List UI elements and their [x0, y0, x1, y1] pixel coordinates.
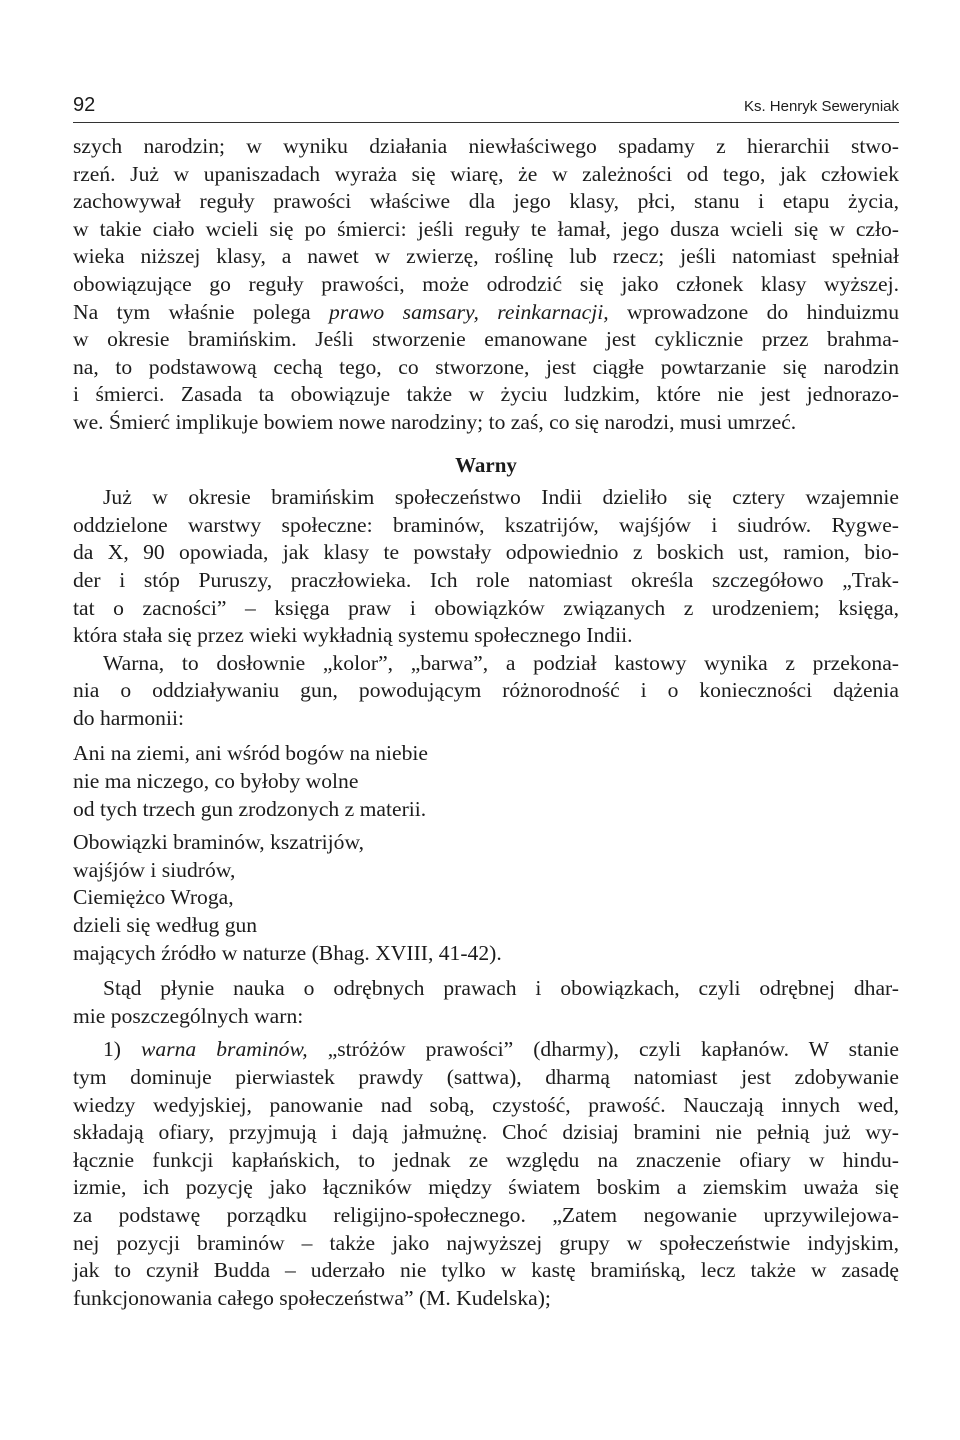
italic-term: warna braminów,: [141, 1037, 308, 1062]
text-line: szych narodzin; w wyniku działania niewłaściwego spadamy z hierarchii stwo-: [73, 134, 899, 158]
text-segment: Na tym właśnie polega: [73, 299, 330, 324]
paragraph-dharma: [73, 975, 899, 1030]
text-line: tym dominuje pierwiastek prawdy (sattwa), dharmą natomiast jest zdobywanie: [73, 1065, 899, 1089]
text-line: obowiązujące go reguły prawości, może odrodzić się jako członek klasy wyższej.: [73, 271, 899, 296]
text-line: Warna, to dosłownie „kolor”, „barwa”, a podział kastowy wynika z przekona-: [103, 650, 899, 675]
verse-line: od tych trzech gun zrodzonych z materii.: [73, 796, 427, 821]
text-line: oddzielone warstwy społeczne: braminów, kszatrijów, wajśjów i siudrów. Rygwe-: [73, 512, 899, 537]
text-line: nia o oddziaływaniu gun, powodującym różnorodność i o konieczności dążenia: [73, 678, 899, 703]
text-segment: wprowadzone do hinduizmu: [608, 299, 899, 324]
paragraph-varnas: [73, 484, 899, 650]
text-line: der i stóp Puruszy, praczłowieka. Ich role natomiast określa szczegółowo „Trak-: [73, 567, 899, 592]
text-line: za podstawę porządku religijno-społecznego. „Zatem negowanie uprzywilejowa-: [73, 1202, 899, 1227]
text-line: Już w okresie bramińskim społeczeństwo Indii dzieliło się cztery wzajemnie: [103, 485, 899, 510]
page-number: 92: [73, 94, 96, 116]
text-line: zachowywał reguły prawości właściwe dla jego klasy, płci, stanu i etapu życia,: [73, 189, 899, 214]
text-line: wiedzy wedyjskiej, panowanie nad sobą, czystość, prawość. Nauczają innych wed,: [73, 1092, 899, 1117]
text-line: która stała się przez wieki wykładnią systemu społecznego Indii.: [73, 623, 633, 648]
verse-line: mających źródło w naturze (Bhag. XVIII, 41-42).: [73, 940, 502, 965]
text-segment: 1): [103, 1037, 142, 1062]
running-head: Ks. Henryk Seweryniak: [743, 98, 899, 115]
text-line: i śmierci. Zasada ta obowiązuje także w życiu ludzkim, które nie jest jednorazo-: [73, 382, 899, 407]
verse-line: Obowiązki braminów, kszatrijów,: [73, 830, 365, 855]
text-line: we. Śmierć implikuje bowiem nowe narodziny; to zaś, co się narodzi, musi umrzeć.: [73, 409, 797, 434]
verse-quote-2: [73, 829, 899, 967]
paragraph-varna-meaning: [73, 650, 899, 733]
paragraph-brahmins: [73, 1036, 899, 1312]
verse-line: Ani na ziemi, ani wśród bogów na niebie: [73, 741, 429, 766]
text-line: wieka niższej klasy, a nawet w zwierzę, roślinę lub rzecz; jeśli natomiast spełniał: [73, 244, 899, 269]
text-line: w okresie bramińskim. Jeśli stworzenie emanowane jest cyklicznie przez brahma-: [73, 327, 899, 352]
text-line: jak to czynił Budda – uderzało nie tylko w kastę bramińską, lecz także w zasadę: [73, 1258, 899, 1283]
text-line: da X, 90 opowiada, jak klasy te powstały odpowiednio z boskich ust, ramion, bio-: [73, 540, 899, 565]
text-segment: „stróżów prawości” (dharmy), czyli kapłanów. W stanie: [307, 1037, 899, 1062]
body-text: [73, 133, 899, 1312]
paragraph-reincarnation: [73, 133, 899, 437]
verse-line: dzieli się według gun: [73, 913, 258, 938]
text-line: na, to podstawową cechą tego, co stworzone, jest ciągłe powtarzanie się narodzin: [73, 354, 899, 379]
text-line: tat o zacności” – księga praw i obowiązków związanych z urodzeniem; księga,: [73, 595, 899, 620]
text-line: [73, 299, 899, 327]
text-line: izmie, ich pozycję jako łączników między światem boskim a ziemskim uważa się: [73, 1175, 899, 1200]
text-line: funkcjonowania całego społeczeństwa” (M. Kudelska);: [73, 1285, 551, 1310]
verse-line: Ciemiężco Wroga,: [73, 885, 234, 910]
text-line: rzeń. Już w upaniszadach wyraża się wiarę, że w zależności od tego, jak człowiek: [73, 161, 899, 186]
text-line: [73, 1036, 899, 1064]
italic-term: prawo samsary, reinkarnacji,: [329, 299, 609, 324]
section-heading: Warny: [455, 452, 517, 477]
verse-line: nie ma niczego, co byłoby wolne: [73, 769, 359, 794]
verse-line: wajśjów i siudrów,: [73, 857, 236, 882]
text-line: składają ofiary, przyjmują i dają jałmużnę. Choć dzisiaj bramini nie pełnią już wy-: [73, 1120, 899, 1145]
text-line: nej pozycji braminów – także jako najwyższej grupy w społeczeństwie indyjskim,: [73, 1230, 899, 1255]
verse-quote-1: [73, 740, 899, 823]
text-line: do harmonii:: [73, 705, 184, 730]
text-line: łącznie funkcji kapłańskich, to jednak ze względu na znaczenie ofiary w hindu-: [73, 1147, 899, 1172]
text-line: w takie ciało wcieli się po śmierci: jeśli reguły te łamał, jego dusza wcieli się w czło-: [73, 216, 899, 241]
page-header: [73, 92, 899, 123]
text-line: Stąd płynie nauka o odrębnych prawach i obowiązkach, czyli odrębnej dhar-: [103, 976, 899, 1001]
text-line: mie poszczególnych warn:: [73, 1003, 304, 1028]
